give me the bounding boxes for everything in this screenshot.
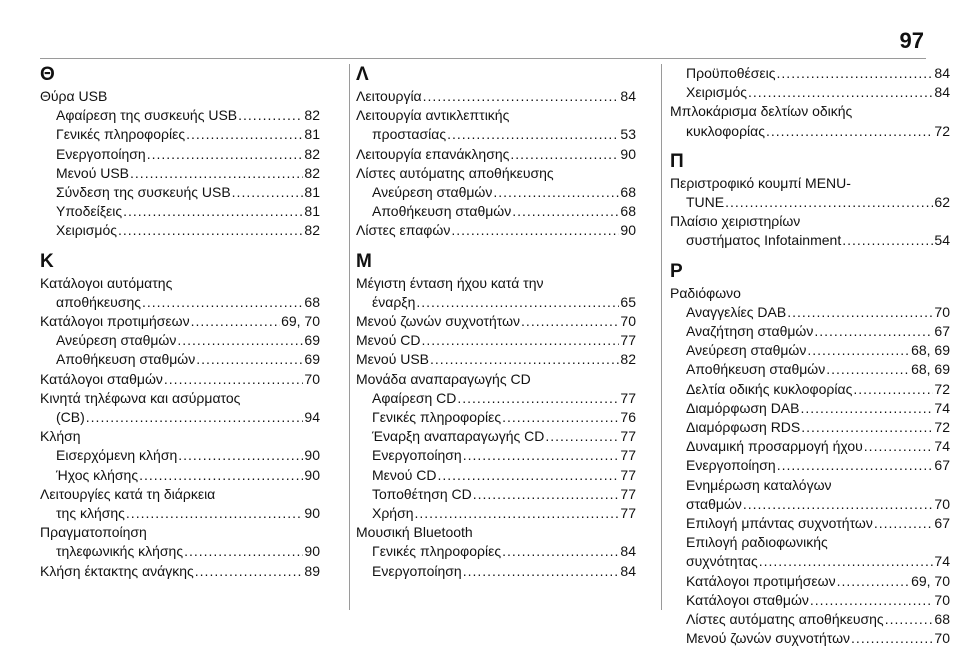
page-reference: 77 xyxy=(620,389,636,406)
dot-leader xyxy=(142,293,303,312)
page-reference: 90 xyxy=(304,447,320,464)
dot-leader xyxy=(130,164,303,183)
index-entry xyxy=(670,591,950,610)
index-entry xyxy=(356,408,636,427)
index-entry xyxy=(356,485,636,504)
index-entry xyxy=(40,274,320,312)
index-entry xyxy=(40,523,320,561)
entry-text: Κατάλογοι προτιμήσεων xyxy=(40,313,190,330)
entry-text: Ενεργοποίηση xyxy=(372,562,462,579)
index-entry xyxy=(670,174,950,212)
index-section xyxy=(670,64,950,141)
entry-text: Μενού USB xyxy=(356,351,430,368)
page-reference: 90 xyxy=(620,222,636,239)
index-entry xyxy=(40,312,320,331)
dot-leader xyxy=(545,427,619,446)
dot-leader xyxy=(874,514,934,533)
entry-text: Ανεύρεση σταθμών xyxy=(56,332,177,349)
dot-leader xyxy=(800,399,933,418)
entry-text: Υποδείξεις xyxy=(56,203,123,220)
page-reference: 74 xyxy=(934,553,950,570)
dot-leader xyxy=(473,485,620,504)
dot-leader xyxy=(186,125,303,144)
entry-text: Ενεργοποίηση xyxy=(372,447,462,464)
dot-leader xyxy=(502,542,619,561)
index-entry xyxy=(356,562,636,581)
index-entry xyxy=(670,83,950,102)
dot-leader xyxy=(118,221,303,240)
entry-text: Κατάλογοι προτιμήσεων xyxy=(686,572,836,589)
header-rule xyxy=(40,58,926,59)
entry-text: Κλήση έκτακτης ανάγκης xyxy=(40,562,194,579)
entry-text: Ενημέρωση καταλόγων xyxy=(686,476,832,493)
page-reference: 84 xyxy=(620,562,636,579)
entry-text: Πλαίσιο χειριστηρίων xyxy=(670,213,801,230)
index-entry xyxy=(40,389,320,427)
page-reference: 81 xyxy=(304,184,320,201)
page-reference: 69, 70 xyxy=(281,313,320,330)
dot-leader xyxy=(842,231,933,250)
column-divider xyxy=(661,64,662,610)
dot-leader xyxy=(123,202,303,221)
dot-leader xyxy=(430,350,619,369)
index-entry xyxy=(670,476,950,514)
entry-text: Τοποθέτηση CD xyxy=(372,485,472,502)
index-entry xyxy=(40,562,320,581)
dot-leader xyxy=(147,145,304,164)
section-letter: Π xyxy=(670,150,684,172)
index-entry xyxy=(670,418,950,437)
dot-leader xyxy=(421,331,619,350)
entry-text: Ραδιόφωνο xyxy=(670,284,741,301)
entry-text: Γενικές πληροφορίες xyxy=(372,543,502,560)
page-reference: 84 xyxy=(934,84,950,101)
index-entry xyxy=(356,145,636,164)
index-entry xyxy=(356,274,636,312)
index-entry xyxy=(356,221,636,240)
index-entry xyxy=(356,370,636,389)
entry-text: Δυναμική προσαρμογή ήχου xyxy=(686,438,863,455)
entry-text: Κατάλογοι σταθμών xyxy=(686,591,809,608)
page-reference: 77 xyxy=(620,485,636,502)
dot-leader xyxy=(493,183,619,202)
entry-text: Επιλογή ραδιοφωνικής xyxy=(686,534,828,551)
entry-text: Κινητά τηλέφωνα και ασύρματος xyxy=(40,389,241,406)
page-reference: 77 xyxy=(620,428,636,445)
page-reference: 69 xyxy=(304,351,320,368)
entry-text: Ενεργοποίηση xyxy=(686,457,776,474)
index-entry xyxy=(356,427,636,446)
dot-leader xyxy=(885,610,934,629)
index-entry xyxy=(670,322,950,341)
entry-text: Λίστες αυτόματης αποθήκευσης xyxy=(686,611,884,628)
index-entry xyxy=(40,183,320,202)
page-reference: 74 xyxy=(934,399,950,416)
page-reference: 82 xyxy=(304,107,320,124)
index-entry xyxy=(40,331,320,350)
index-entry xyxy=(356,312,636,331)
entry-text: Μενού CD xyxy=(356,332,421,349)
entry-text: Γενικές πληροφορίες xyxy=(372,409,502,426)
page-reference: 72 xyxy=(934,419,950,436)
page-reference: 72 xyxy=(934,122,950,139)
dot-leader xyxy=(853,380,933,399)
entry-text: Ανεύρεση σταθμών xyxy=(686,342,807,359)
index-entry xyxy=(670,572,950,591)
index-entry xyxy=(40,202,320,221)
page-reference: 90 xyxy=(304,466,320,483)
page-reference: 67 xyxy=(934,323,950,340)
entry-text: Διαμόρφωση RDS xyxy=(686,419,801,436)
index-entry xyxy=(356,389,636,408)
index-entry xyxy=(670,212,950,250)
index-entry xyxy=(40,221,320,240)
index-entry xyxy=(40,446,320,465)
page-reference: 70 xyxy=(934,495,950,512)
entry-text: Αφαίρεση της συσκευής USB xyxy=(56,107,238,124)
entry-text: TUNE xyxy=(686,194,725,211)
page-reference: 68, 69 xyxy=(911,361,950,378)
dot-leader xyxy=(451,221,619,240)
entry-text: κυκλοφορίας xyxy=(686,122,766,139)
page-reference: 74 xyxy=(934,438,950,455)
page-reference: 70 xyxy=(934,630,950,647)
dot-leader xyxy=(447,125,619,144)
index-entry xyxy=(670,629,950,648)
entry-text: Έναρξη αναπαραγωγής CD xyxy=(372,428,545,445)
entry-text: Διαμόρφωση DAB xyxy=(686,399,800,416)
page-reference: 67 xyxy=(934,515,950,532)
index-entry xyxy=(670,64,950,83)
entry-text: Προϋποθέσεις xyxy=(686,65,776,81)
index-entry xyxy=(40,466,320,485)
dot-leader xyxy=(759,552,934,571)
dot-leader xyxy=(164,370,304,389)
dot-leader xyxy=(743,495,934,514)
dot-leader xyxy=(777,456,934,475)
entry-text: Χειρισμός xyxy=(686,84,748,101)
entry-text: Αναζήτηση σταθμών xyxy=(686,323,814,340)
page-number: 97 xyxy=(899,28,924,53)
entry-text: Αφαίρεση CD xyxy=(372,389,457,406)
entry-text: Δελτία οδικής κυκλοφορίας xyxy=(686,380,853,397)
dot-leader xyxy=(502,408,619,427)
entry-text: Μπλοκάρισμα δελτίων οδικής xyxy=(670,103,853,120)
dot-leader xyxy=(184,542,303,561)
dot-leader xyxy=(766,122,933,141)
dot-leader xyxy=(437,466,619,485)
dot-leader xyxy=(86,408,304,427)
index-section xyxy=(40,251,320,581)
page-reference: 77 xyxy=(620,447,636,464)
page-reference: 82 xyxy=(304,222,320,239)
entry-text: Μονάδα αναπαραγωγής CD xyxy=(356,370,531,387)
index-section xyxy=(670,151,950,251)
page-reference: 70 xyxy=(934,591,950,608)
dot-leader xyxy=(510,145,619,164)
entry-text: Μενού USB xyxy=(56,164,130,181)
index-section xyxy=(670,261,950,648)
entry-text: Μενού CD xyxy=(372,466,437,483)
entry-text: Μέγιστη ένταση ήχου κατά την xyxy=(356,274,544,291)
page-reference: 82 xyxy=(620,351,636,368)
section-letter: Θ xyxy=(40,64,55,85)
index-column-1 xyxy=(40,64,320,581)
entry-text: Λίστες επαφών xyxy=(356,222,451,239)
page-reference: 68, 69 xyxy=(911,342,950,359)
dot-leader xyxy=(196,350,303,369)
dot-leader xyxy=(801,418,933,437)
entry-text: Αναγγελίες DAB xyxy=(686,303,787,320)
entry-text: Μενού ζωνών συχνοτήτων xyxy=(356,313,521,330)
page-reference: 89 xyxy=(304,562,320,579)
dot-leader xyxy=(851,629,933,648)
entry-text: Λίστες αυτόματης αποθήκευσης xyxy=(356,164,554,181)
section-letter: Ρ xyxy=(670,260,683,282)
dot-leader xyxy=(463,446,620,465)
page-reference: 69 xyxy=(304,332,320,349)
index-entry xyxy=(356,164,636,183)
index-entry xyxy=(670,514,950,533)
entry-text: Λειτουργία xyxy=(356,88,422,104)
entry-text: συστήματος Infotainment xyxy=(686,232,842,249)
page-reference: 90 xyxy=(304,543,320,560)
dot-leader xyxy=(416,293,619,312)
dot-leader xyxy=(463,562,620,581)
entry-text: προστασίας xyxy=(372,126,447,143)
page-reference: 62 xyxy=(934,194,950,211)
index-entry xyxy=(40,164,320,183)
index-entry xyxy=(670,456,950,475)
entry-text: Αποθήκευση σταθμών xyxy=(372,203,512,220)
page-reference: 67 xyxy=(934,457,950,474)
dot-leader xyxy=(195,562,304,581)
index-entry xyxy=(670,610,950,629)
index-entry xyxy=(40,350,320,369)
dot-leader xyxy=(725,193,933,212)
index-entry xyxy=(40,370,320,389)
dot-leader xyxy=(777,64,934,83)
index-column-3 xyxy=(670,64,950,648)
index-entry xyxy=(356,523,636,542)
entry-text: της κλήσης xyxy=(56,505,125,522)
index-entry xyxy=(356,466,636,485)
entry-text: Χρήση xyxy=(372,505,414,522)
index-entry xyxy=(356,542,636,561)
page-reference: 76 xyxy=(620,409,636,426)
index-entry xyxy=(670,533,950,571)
index-entry xyxy=(356,504,636,523)
entry-text: Ενεργοποίηση xyxy=(56,145,146,162)
entry-text: Χειρισμός xyxy=(56,222,118,239)
dot-leader xyxy=(423,87,620,106)
section-letter: Μ xyxy=(356,250,372,272)
index-entry xyxy=(356,350,636,369)
index-entry xyxy=(670,102,950,140)
entry-text: (CB) xyxy=(56,409,85,426)
page-reference: 77 xyxy=(620,332,636,349)
index-entry xyxy=(40,485,320,523)
section-letter: Κ xyxy=(40,250,54,272)
dot-leader xyxy=(810,591,934,610)
index-entry xyxy=(670,341,950,360)
entry-text: Λειτουργία αντικλεπτικής xyxy=(356,107,510,124)
dot-leader xyxy=(139,466,303,485)
entry-text: συχνότητας xyxy=(686,553,758,570)
page-reference: 82 xyxy=(304,164,320,181)
entry-text: Ήχος κλήσης xyxy=(56,466,139,483)
entry-text: Ανεύρεση σταθμών xyxy=(372,184,493,201)
index-entry xyxy=(356,87,636,106)
dot-leader xyxy=(814,322,933,341)
entry-text: Επιλογή μπάντας συχνοτήτων xyxy=(686,515,873,532)
entry-text: τηλεφωνικής κλήσης xyxy=(56,543,184,560)
entry-text: Μενού ζωνών συχνοτήτων xyxy=(686,630,851,647)
page-reference: 70 xyxy=(934,303,950,320)
index-section xyxy=(40,64,320,241)
index-entry xyxy=(670,399,950,418)
index-entry xyxy=(40,427,320,446)
page-reference: 65 xyxy=(620,293,636,310)
dot-leader xyxy=(177,331,303,350)
page-reference: 84 xyxy=(620,543,636,560)
entry-text: Θύρα USB xyxy=(40,88,108,104)
page-reference: 69, 70 xyxy=(911,572,950,589)
entry-text: Περιστροφικό κουμπί MENU- xyxy=(670,174,851,191)
page-reference: 84 xyxy=(934,65,950,81)
dot-leader xyxy=(512,202,619,221)
index-entry xyxy=(40,106,320,125)
page-reference: 77 xyxy=(620,505,636,522)
entry-text: Αποθήκευση σταθμών xyxy=(56,351,196,368)
entry-text: Σύνδεση της συσκευής USB xyxy=(56,184,231,201)
entry-text: Πραγματοποίηση xyxy=(40,524,147,541)
entry-text: Λειτουργίες κατά τη διάρκεια xyxy=(40,485,216,502)
index-section xyxy=(356,251,636,581)
dot-leader xyxy=(457,389,619,408)
index-entry xyxy=(356,331,636,350)
page-reference: 90 xyxy=(620,145,636,162)
index-entry xyxy=(670,303,950,322)
dot-leader xyxy=(807,341,910,360)
page-reference: 68 xyxy=(620,203,636,220)
dot-leader xyxy=(191,312,280,331)
entry-text: Εισερχόμενη κλήση xyxy=(56,447,178,464)
index-column-2 xyxy=(356,64,636,581)
dot-leader xyxy=(415,504,620,523)
index-entry xyxy=(40,145,320,164)
page-reference: 84 xyxy=(620,88,636,104)
page-reference: 68 xyxy=(934,611,950,628)
page-reference: 53 xyxy=(620,126,636,143)
page-reference: 82 xyxy=(304,145,320,162)
index-entry xyxy=(670,284,950,303)
entry-text: Γενικές πληροφορίες xyxy=(56,126,186,143)
index-entry xyxy=(356,202,636,221)
entry-text: Κατάλογοι σταθμών xyxy=(40,370,163,387)
page-reference: 70 xyxy=(304,370,320,387)
page-reference: 90 xyxy=(304,505,320,522)
page-reference: 94 xyxy=(304,409,320,426)
dot-leader xyxy=(238,106,303,125)
page-reference: 68 xyxy=(620,184,636,201)
index-entry xyxy=(670,380,950,399)
dot-leader xyxy=(864,437,934,456)
page-reference: 81 xyxy=(304,203,320,220)
index-section xyxy=(356,64,636,241)
entry-text: έναρξη xyxy=(372,293,416,310)
entry-text: Λειτουργία επανάκλησης xyxy=(356,145,510,162)
section-letter: Λ xyxy=(356,64,369,85)
entry-text: αποθήκευσης xyxy=(56,293,141,310)
dot-leader xyxy=(232,183,304,202)
index-entry xyxy=(356,106,636,144)
dot-leader xyxy=(521,312,619,331)
index-entry xyxy=(356,183,636,202)
page-reference: 54 xyxy=(934,232,950,249)
index-entry xyxy=(670,437,950,456)
index-entry xyxy=(356,446,636,465)
index-entry xyxy=(670,360,950,379)
dot-leader xyxy=(126,504,304,523)
dot-leader xyxy=(748,83,933,102)
index-entry xyxy=(40,87,320,106)
dot-leader xyxy=(826,360,910,379)
entry-text: Αποθήκευση σταθμών xyxy=(686,361,826,378)
entry-text: σταθμών xyxy=(686,495,742,512)
column-divider xyxy=(349,64,350,610)
page-reference: 70 xyxy=(620,313,636,330)
page-reference: 72 xyxy=(934,380,950,397)
entry-text: Κατάλογοι αυτόματης xyxy=(40,274,173,291)
dot-leader xyxy=(837,572,910,591)
page-reference: 81 xyxy=(304,126,320,143)
page-reference: 68 xyxy=(304,293,320,310)
dot-leader xyxy=(178,446,303,465)
page-reference: 77 xyxy=(620,466,636,483)
entry-text: Κλήση xyxy=(40,428,81,445)
dot-leader xyxy=(787,303,933,322)
index-entry xyxy=(40,125,320,144)
entry-text: Μουσική Bluetooth xyxy=(356,524,473,541)
